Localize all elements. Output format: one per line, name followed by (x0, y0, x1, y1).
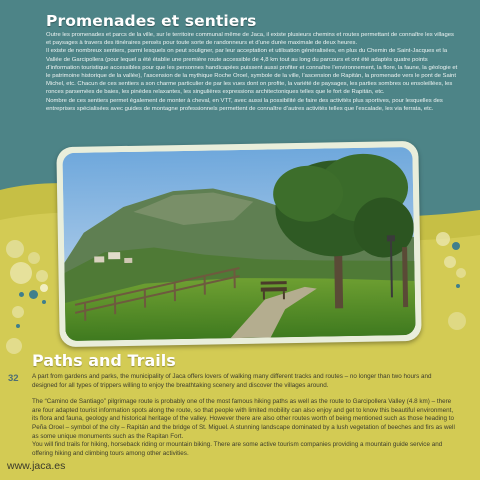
decorative-dot (12, 306, 24, 318)
decorative-dot (448, 312, 466, 330)
decorative-dot (6, 240, 24, 258)
english-heading: Paths and Trails (32, 351, 176, 370)
decorative-dot (6, 338, 22, 354)
decorative-dot (456, 284, 460, 288)
french-heading: Promenades et sentiers (46, 12, 257, 30)
decorative-dot (16, 324, 20, 328)
decorative-dot (36, 270, 48, 282)
decorative-dot (436, 232, 450, 246)
english-paragraph: You will find trails for hiking, horseback riding or mountain biking. There are some active tourism companies providing a mountain guide service and offering hiking and climbing tours among other activities. (32, 441, 443, 457)
decorative-dot (42, 300, 46, 304)
french-paragraph: Outre les promenades et parcs de la ville, sur le territoire communal même de Jaca, il existe plusieurs chemins et routes permettant de connaître les villages et paysages à travers des itinéraires pensés pour toute sorte de randonneurs et d’une durée maximale de deux heures. (46, 32, 454, 47)
decorative-dot (452, 242, 460, 250)
decorative-dot (10, 262, 32, 284)
english-body (32, 373, 456, 466)
decorative-dot (40, 284, 48, 292)
english-paragraph: A part from gardens and parks, the municipality of Jaca offers lovers of walking many different tracks and routes – no longer than two hours and designed for all types of trippers willing to enjoy the breathtaking scenery and discover the villages around. (32, 373, 432, 389)
decorative-dot (29, 290, 38, 299)
landscape-photo (62, 147, 415, 341)
decorative-dot (444, 256, 456, 268)
english-paragraph: The “Camino de Santiago” pilgrimage route is probably one of the most famous hiking paths as well as the route to Garcipollera Valley (4.8 km) – there are four adapted tourist information spots along the route, so that people with limited mobility can also enjoy and get to know this beautiful environment, its flora and fauna, geology and historical heritage of the valley. However there are also other routes worth of being mentioned such as those heading to Peña Oroel – symbol of the city – Rapitán and the bridge of St. Miguel. A stunning landscape dominated by a lush vegetation of beeches and firs as well as some unique monuments such as the Rapitan Fort. (32, 398, 455, 440)
french-body (46, 31, 460, 113)
french-paragraph: Il existe de nombreux sentiers, parmi lesquels on peut souligner, par leur acceptation et utilisation généralisées, en plus du Chemin de Saint-Jacques et la Vallée de Garcipollera (pour lequel a été établie une première route accessible de 4,8 km tout au long du parcours et ont été adaptés quatre points d’information touristique accessibles pour que les personnes handicapées puissent aussi profiter et connaître l’environnement, la flore, la faune, la géologie et le patrimoine historique de la vallée), l’ascension de la mythique Roche Oroel, symbole de la ville, l’ascension de Rapitán, la promenade vers le pont de Saint Michel, etc. Chacun de ces sentiers a son charme particulier de par les vues dont on profite, la variété de paysages, les parties sombres ou ensoleillées, les ronces parsemées de baies, les pinèdes relaxantes, les singulières expressions architectoniques telles que le fort de Rapitán, etc. (46, 48, 458, 96)
french-paragraph: Nombre de ces sentiers permet également de monter à cheval, en VTT, avec aussi la possibilité de faire des activités plus sportives, pour lesquelles des entreprises spécialisées avec guides de montagne professionnels permettent de connaître d’autres activités telles que l’escalade, les via ferrata, etc. (46, 97, 443, 112)
website-link[interactable]: www.jaca.es (7, 460, 66, 472)
page-number: 32 (8, 373, 19, 384)
decorative-dot (19, 292, 24, 297)
decorative-dot (456, 268, 466, 278)
decorative-dot (28, 252, 40, 264)
